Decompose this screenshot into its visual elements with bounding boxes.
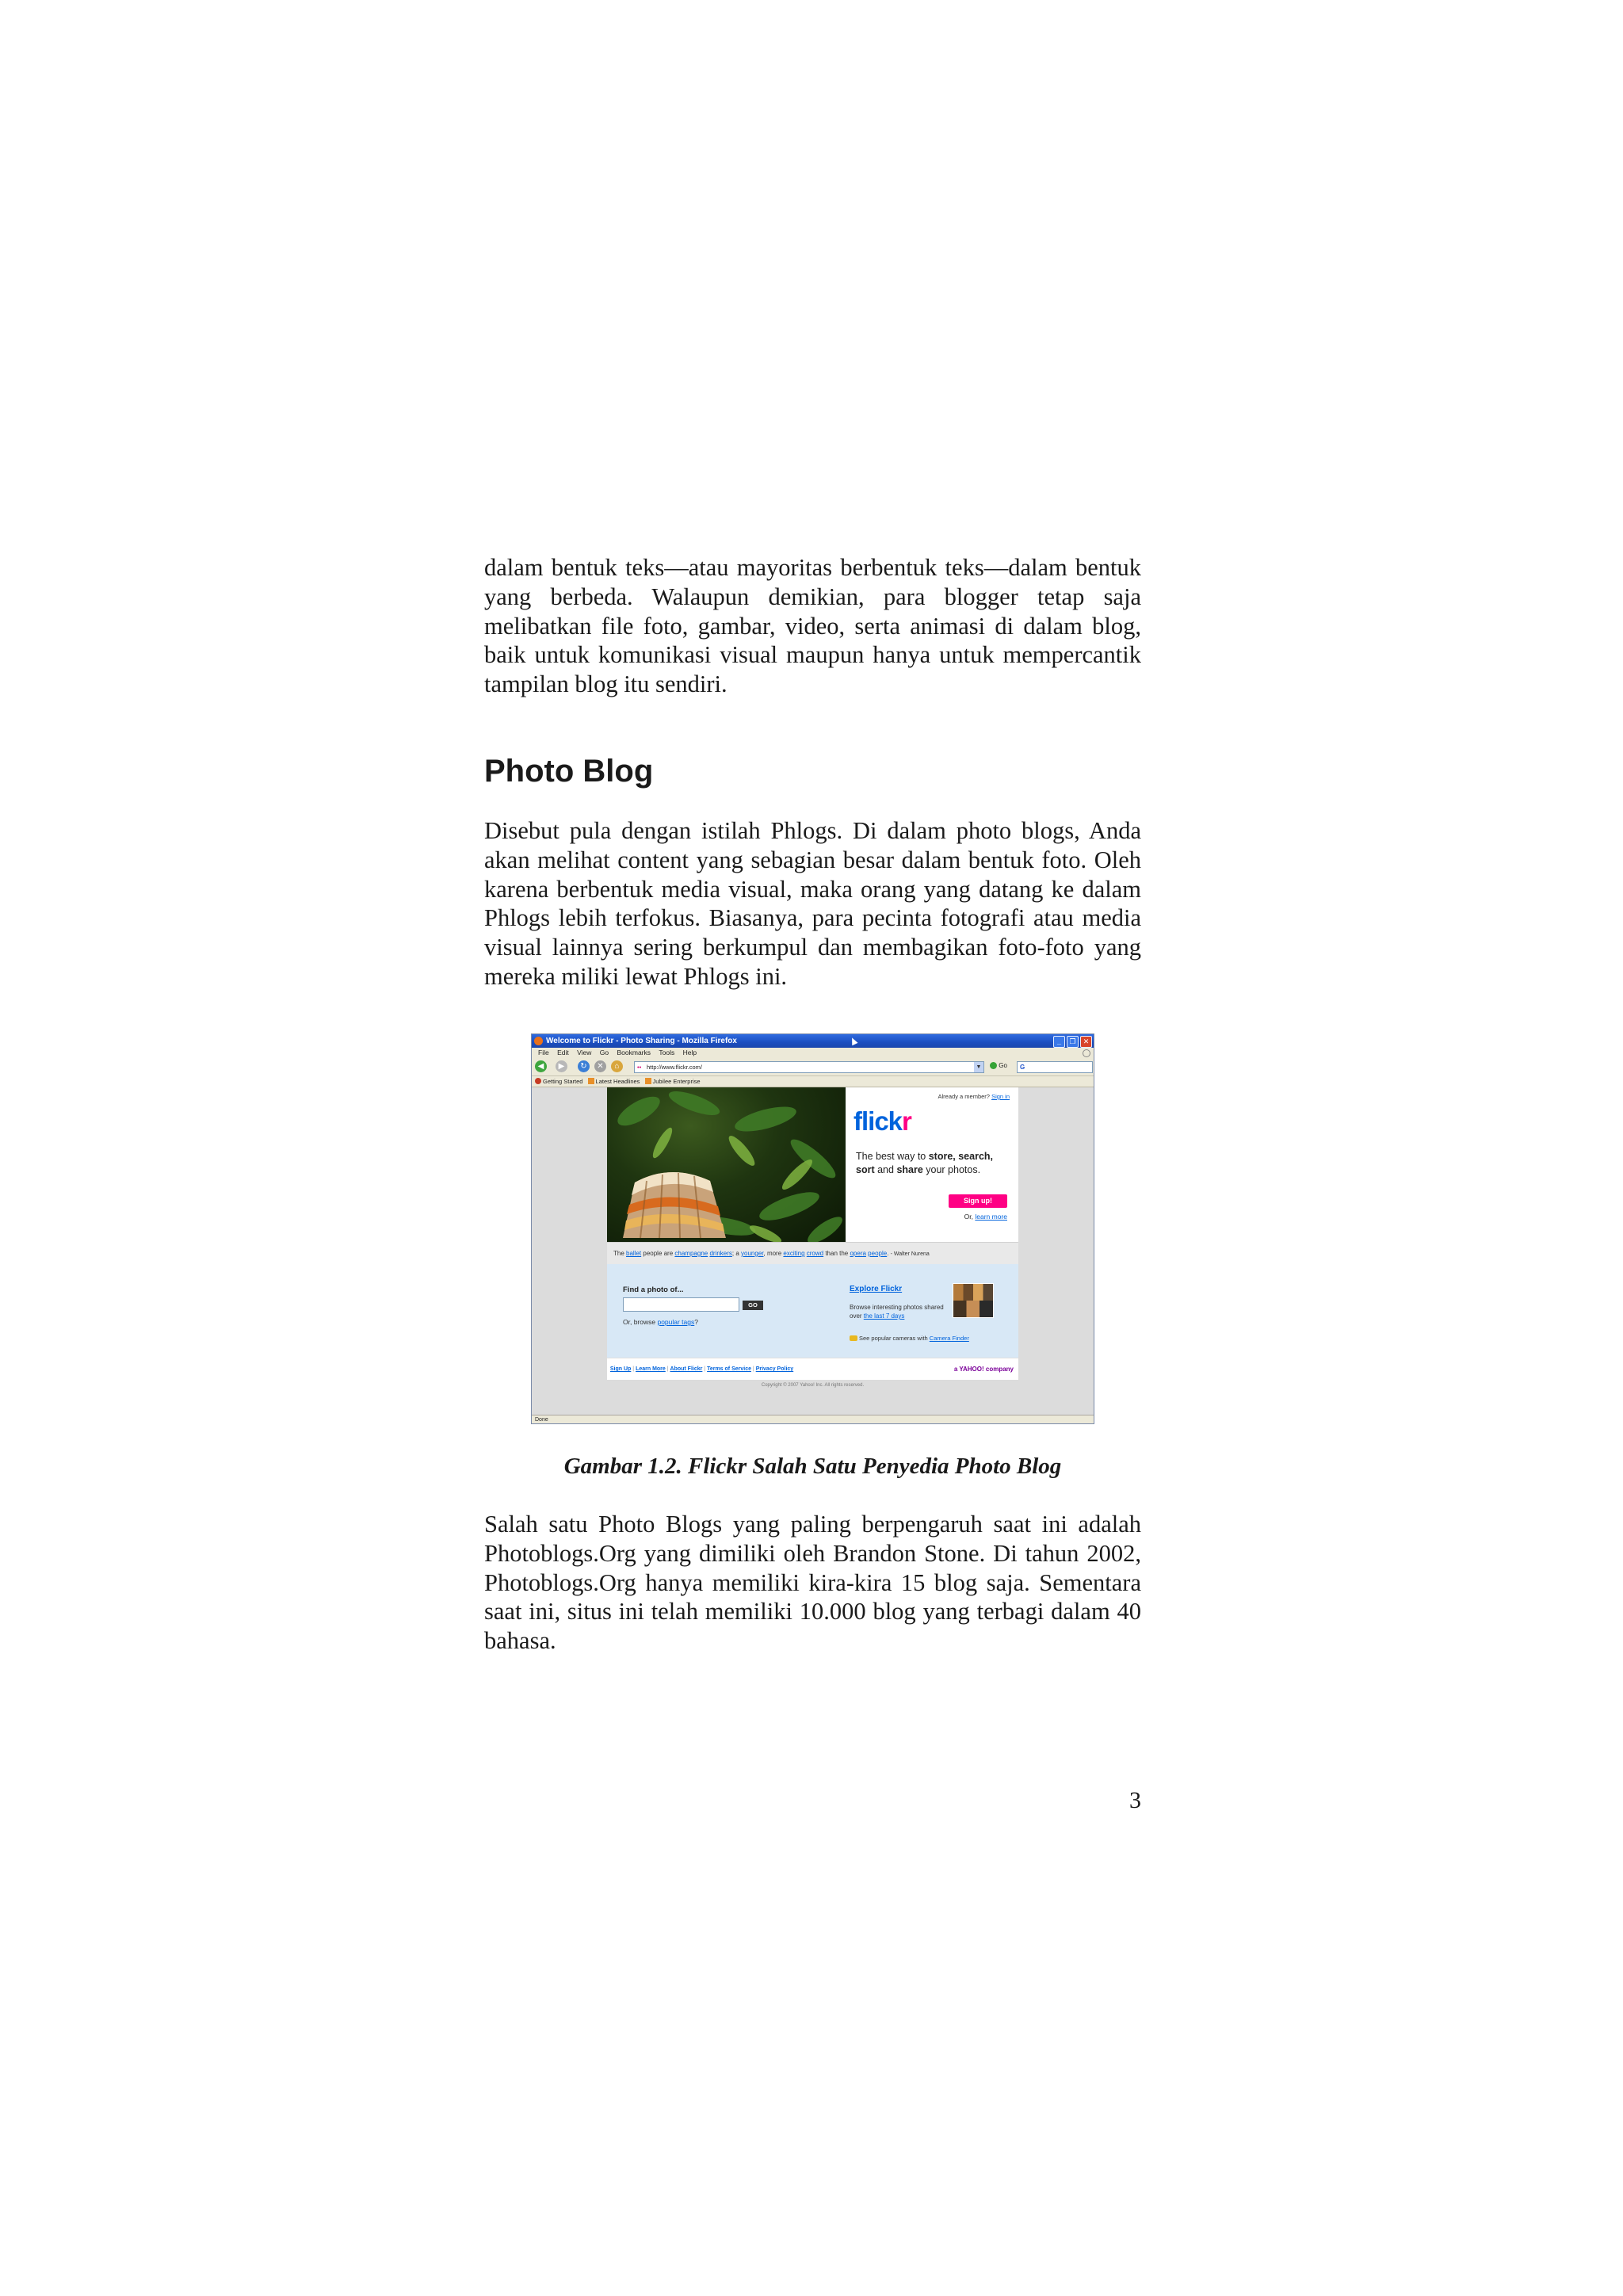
find-photo-panel bbox=[607, 1264, 1018, 1358]
firefox-icon bbox=[534, 1037, 543, 1045]
go-button[interactable] bbox=[990, 1062, 1007, 1069]
camera-finder bbox=[850, 1335, 969, 1342]
tagline-text: The best way to bbox=[856, 1151, 929, 1162]
menu-bookmarks[interactable]: Bookmarks bbox=[617, 1049, 651, 1056]
paragraph-photo-blog: Disebut pula dengan istilah Phlogs. Di dalam photo blogs, Anda akan melihat content yang sebagian besar dalam bentuk foto. Oleh karena berbentuk media visual, maka orang yang datang ke dalam Phlogs lebih terfokus. Biasanya, para pecinta fotografi atau media visual lainnya sering berkumpul dan membagikan foto-foto yang mereka miliki lewat Phlogs ini. bbox=[484, 817, 1141, 990]
menu-edit[interactable]: Edit bbox=[557, 1049, 569, 1056]
footer-about-link[interactable]: About Flickr bbox=[670, 1366, 703, 1372]
tag-link[interactable]: people bbox=[868, 1250, 888, 1257]
logo-part-1: flick bbox=[854, 1106, 903, 1136]
bookmark-label: Getting Started bbox=[543, 1078, 583, 1085]
bookmark-getting-started[interactable] bbox=[535, 1076, 582, 1087]
menu-file[interactable]: File bbox=[538, 1049, 549, 1056]
bookmark-label: Jubilee Enterprise bbox=[652, 1078, 701, 1085]
tag-link[interactable]: drinkers bbox=[709, 1250, 732, 1257]
menu-go[interactable]: Go bbox=[599, 1049, 609, 1056]
home-icon[interactable]: ⌂ bbox=[611, 1060, 623, 1072]
tagline-post: your photos. bbox=[922, 1164, 981, 1175]
explore-text bbox=[850, 1303, 953, 1320]
menu-help[interactable]: Help bbox=[682, 1049, 697, 1056]
learn-more bbox=[964, 1213, 1007, 1221]
reload-icon[interactable]: ↻ bbox=[578, 1060, 590, 1072]
hero-panel bbox=[846, 1087, 1018, 1242]
bookmark-latest-headlines[interactable] bbox=[588, 1076, 640, 1087]
camera-icon bbox=[850, 1335, 857, 1341]
forward-icon[interactable]: ▶ bbox=[556, 1060, 567, 1072]
explore-desc: Browse interesting photos shared over bbox=[850, 1304, 944, 1320]
footer-sign-up-link[interactable]: Sign Up bbox=[609, 1366, 632, 1372]
back-icon[interactable]: ◀ bbox=[535, 1060, 547, 1072]
tag-link[interactable]: opera bbox=[850, 1250, 866, 1257]
find-photo-label: Find a photo of... bbox=[623, 1286, 684, 1294]
learn-more-link[interactable]: learn more bbox=[975, 1213, 1007, 1221]
yahoo-logo: a YAHOO! company bbox=[953, 1366, 1014, 1373]
find-go-button[interactable]: GO bbox=[743, 1301, 763, 1310]
bookmark-jubilee-enterprise[interactable] bbox=[645, 1076, 701, 1087]
paragraph-intro: dalam bentuk teks—atau mayoritas berbentuk teks—dalam bentuk yang berbeda. Walaupun demikian, para blogger tetap saja melibatkan file foto, gambar, video, serta animasi di dalam blog, baik untuk komunikasi visual maupun hanya untuk mempercantik tampilan blog itu sendiri. bbox=[484, 554, 1141, 698]
bookmarks-toolbar bbox=[532, 1076, 1094, 1087]
browse-text: Or, browse bbox=[623, 1318, 658, 1326]
stop-icon[interactable]: ✕ bbox=[594, 1060, 606, 1072]
browser-title: Welcome to Flickr - Photo Sharing - Mozilla Firefox bbox=[546, 1037, 737, 1045]
tag-link[interactable]: ballet bbox=[626, 1250, 642, 1257]
tagline-sort: sort bbox=[856, 1164, 875, 1175]
section-heading: Photo Blog bbox=[484, 754, 654, 789]
tag-link[interactable]: crowd bbox=[806, 1250, 824, 1257]
page-number: 3 bbox=[1129, 1787, 1141, 1813]
quote-text: ; a bbox=[731, 1250, 742, 1257]
camera-finder-link[interactable]: Camera Finder bbox=[929, 1335, 969, 1342]
menu-view[interactable]: View bbox=[577, 1049, 592, 1056]
maximize-icon[interactable]: ❐ bbox=[1067, 1036, 1079, 1048]
go-label: Go bbox=[999, 1062, 1007, 1069]
url-dropdown-icon[interactable]: ▼ bbox=[974, 1062, 983, 1072]
rss-icon bbox=[645, 1078, 651, 1084]
or-text: Or, bbox=[964, 1213, 976, 1221]
sign-up-button[interactable]: Sign up! bbox=[949, 1194, 1007, 1208]
mouse-cursor-icon bbox=[849, 1037, 857, 1046]
member-signin bbox=[938, 1093, 1010, 1100]
bookmark-label: Latest Headlines bbox=[595, 1078, 640, 1085]
quote-text: The bbox=[613, 1250, 627, 1257]
copyright: Copyright © 2007 Yahoo! Inc. All rights reserved. bbox=[761, 1383, 865, 1388]
already-member-text: Already a member? bbox=[938, 1093, 990, 1100]
google-search-icon: G bbox=[1020, 1064, 1025, 1071]
tag-quote bbox=[607, 1242, 1018, 1265]
cameras-text: See popular cameras with bbox=[859, 1335, 930, 1342]
url-field[interactable] bbox=[634, 1061, 984, 1073]
find-photo-input[interactable] bbox=[623, 1297, 739, 1312]
logo-part-2: r bbox=[902, 1106, 911, 1136]
tagline bbox=[856, 1150, 1014, 1177]
minimize-icon[interactable]: _ bbox=[1053, 1036, 1065, 1048]
quote-text: , more bbox=[763, 1250, 784, 1257]
figure-caption: Gambar 1.2. Flickr Salah Satu Penyedia Photo Blog bbox=[563, 1454, 1062, 1479]
quote-author: - Walter Nurena bbox=[890, 1251, 930, 1257]
paragraph-photoblogs-org: Salah satu Photo Blogs yang paling berpengaruh saat ini adalah Photoblogs.Org yang dimiliki oleh Brandon Stone. Di tahun 2002, Photoblogs.Org hanya memiliki kira-kira 15 blog saja. Sementara saat ini, situs ini telah memiliki 10.000 blog yang terbagi dalam 40 bahasa. bbox=[484, 1511, 1141, 1655]
explore-flickr-link[interactable]: Explore Flickr bbox=[850, 1285, 903, 1293]
browse-tags bbox=[623, 1318, 698, 1326]
footer-learn-more-link[interactable]: Learn More bbox=[636, 1366, 666, 1372]
tagline-store: store, search, bbox=[928, 1151, 994, 1162]
throbber-icon bbox=[1083, 1049, 1090, 1057]
quote-text: . bbox=[887, 1250, 891, 1257]
site-favicon-icon: •• bbox=[637, 1064, 642, 1071]
url-text: http://www.flickr.com/ bbox=[647, 1064, 703, 1071]
sign-in-link[interactable]: Sign in bbox=[991, 1093, 1010, 1100]
last-7-days-link[interactable]: the last 7 days bbox=[863, 1312, 905, 1320]
hero-photo bbox=[607, 1087, 846, 1242]
browser-navbar bbox=[532, 1058, 1094, 1076]
browser-viewport bbox=[532, 1087, 1094, 1415]
explore-thumbnails[interactable] bbox=[953, 1283, 994, 1318]
browser-menubar bbox=[532, 1048, 1094, 1058]
tag-link[interactable]: champagne bbox=[674, 1250, 708, 1257]
footer-links: Sign Up | Learn More | About Flickr | Terms of Service | Privacy Policy a YAHOO! company bbox=[607, 1358, 1018, 1380]
quote-text: than the bbox=[823, 1250, 850, 1257]
popular-tags-link[interactable]: popular tags bbox=[657, 1318, 695, 1326]
footer-privacy-link[interactable]: Privacy Policy bbox=[755, 1366, 794, 1372]
footer-terms-link[interactable]: Terms of Service bbox=[707, 1366, 751, 1372]
rss-icon bbox=[588, 1078, 594, 1084]
go-icon bbox=[990, 1062, 997, 1069]
flickr-homepage bbox=[607, 1087, 1018, 1379]
browse-text: ? bbox=[694, 1318, 698, 1326]
tagline-and: and bbox=[874, 1164, 897, 1175]
hero-photo-image bbox=[607, 1087, 846, 1242]
bookmark-icon bbox=[535, 1078, 541, 1084]
search-field[interactable] bbox=[1017, 1061, 1093, 1073]
browser-statusbar: Done bbox=[532, 1415, 1094, 1424]
tag-link[interactable]: exciting bbox=[783, 1250, 805, 1257]
flickr-logo bbox=[854, 1106, 911, 1137]
quote-text: people are bbox=[641, 1250, 675, 1257]
figure-flickr-screenshot bbox=[531, 1033, 1094, 1424]
browser-titlebar bbox=[532, 1034, 1094, 1048]
tag-link[interactable]: younger bbox=[741, 1250, 764, 1257]
close-icon[interactable]: ✕ bbox=[1080, 1036, 1092, 1048]
menu-tools[interactable]: Tools bbox=[659, 1049, 675, 1056]
tagline-share: share bbox=[896, 1164, 923, 1175]
